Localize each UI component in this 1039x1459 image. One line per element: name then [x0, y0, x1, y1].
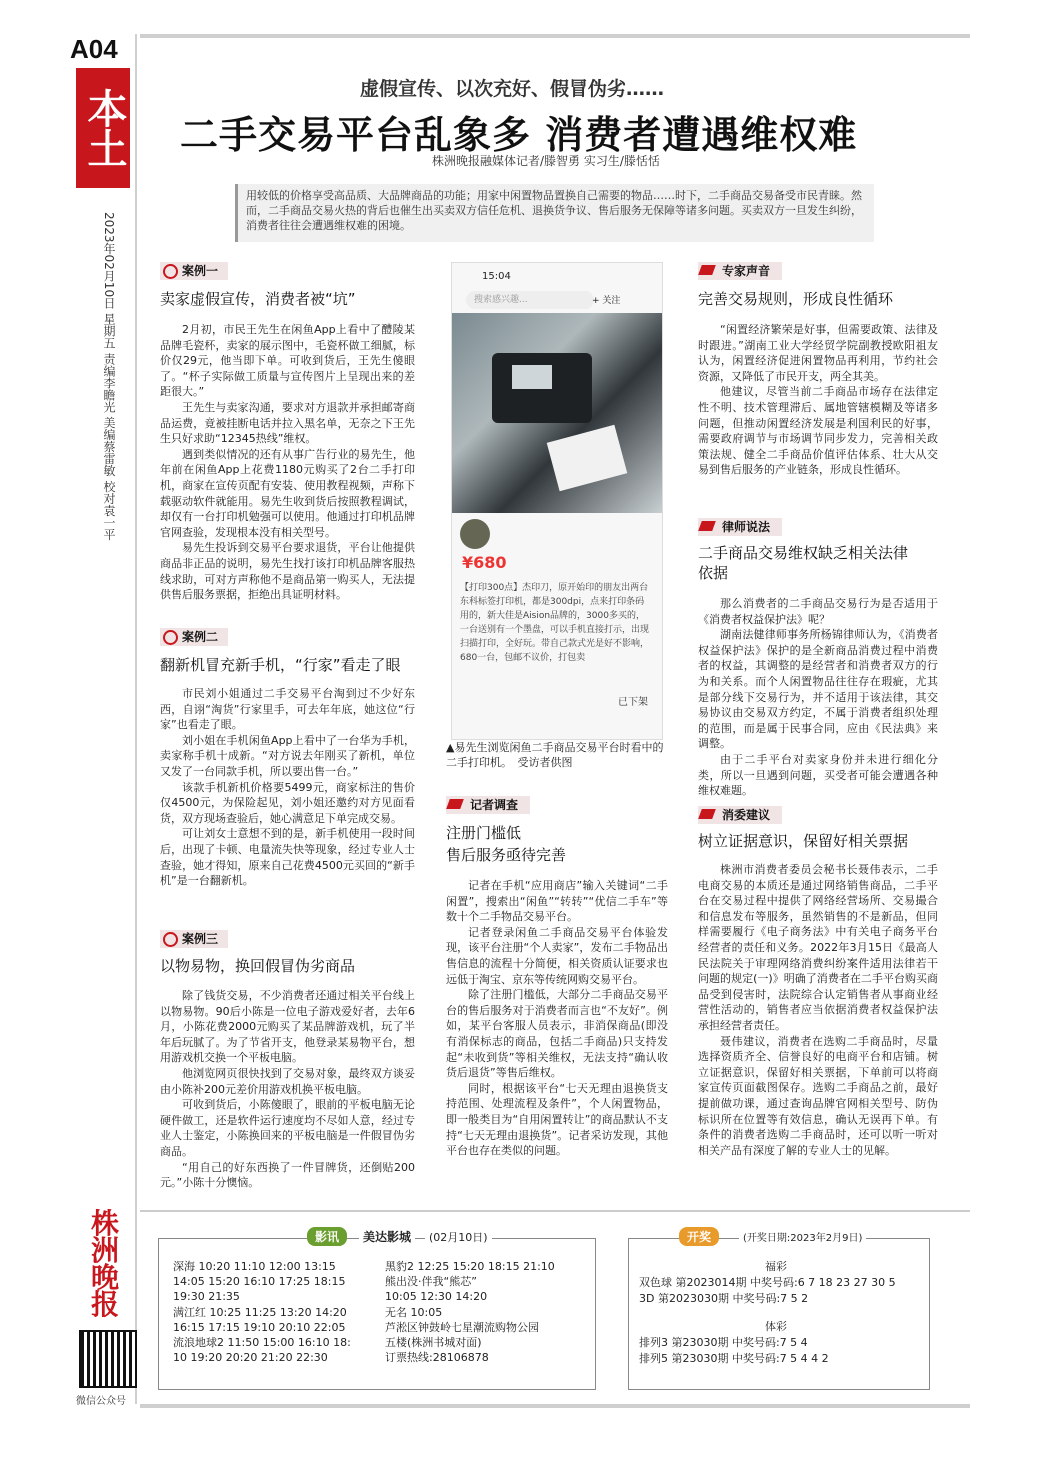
headline: 二手交易平台乱象多 消费者遭遇维权难 — [180, 113, 858, 157]
case3-body — [160, 988, 415, 1191]
cinema-name: 美达影城 — [359, 1228, 415, 1245]
section-label: 本土 — [76, 68, 130, 188]
status-bar: 15:04 — [482, 271, 511, 282]
film-line: 流浪地球2 11:50 15:00 16:10 18: — [173, 1336, 351, 1350]
expert-body — [698, 322, 938, 478]
lead-paragraph: 用较低的价格享受高品质、大品牌商品的功能；用家中闲置物品置换自己需要的物品……时下，二手商品交易备受市民青睐。然而，二手商品交易火热的背后也催生出买卖双方信任危机、退换货争议、售后服务无保障等诸多问题。买卖双方一旦发生纠纷，消费者往往会遭遇维权难的困境。 — [235, 184, 874, 242]
seller-avatar — [460, 519, 490, 549]
case1-body — [160, 322, 415, 603]
search-bar: 搜索感兴趣... — [466, 291, 594, 309]
paragraph: 遇到类似情况的还有从事广告行业的易先生，他年前在闲鱼App上花费1180元购买了2台二手打印机，商家在宣传页配有安装、使用教程视频，声称下载驱动软件就能用。易先生收到货后按照教程调试，却仅有一台打印机勉强可以使用。他通过打印机品牌官网查验，发现根本没有相关型号。 — [160, 447, 415, 539]
phone-screenshot-photo — [451, 262, 663, 740]
qr-label: 微信公众号 — [76, 1396, 126, 1407]
film-right-col — [385, 1259, 555, 1365]
lottery-badge: 开奖 — [679, 1227, 719, 1246]
paragraph: 除了钱货交易，不少消费者还通过相关平台线上以物易物。90后小陈是一位电子游戏爱好者，去年6月，小陈花费2000元购买了某品牌游戏机，玩了半年后玩腻了。为了节省开支，他登录某易物平台，想用游戏机交换一个平板电脑。 — [160, 989, 415, 1065]
paragraph: 由于二手平台对卖家身份并未进行细化分类，所以一旦遇到问题，买受者可能会遭遇各种维权难题。 — [698, 752, 938, 798]
paragraph: 刘小姐在手机闲鱼App上看中了一台华为手机，卖家称手机十成新。“对方说去年刚买了新机，单位又发了一台同款手机，所以要出售一台。” — [160, 733, 415, 778]
lawyer-title-2: 依据 — [698, 564, 729, 582]
listing-price: ¥680 — [462, 553, 507, 572]
film-line: 订票热线:28106878 — [385, 1351, 489, 1365]
paragraph: 聂伟建议，消费者在选购二手商品时，尽量选择资质齐全、信誉良好的电商平台和店铺。树立证据意识，保留好相关票据，下单前可以将商家宣传页面截图保存。选购二手商品之前，最好提前做功课，通过查询品牌官网相关型号、防伪标识所在位置等有效信息，确认无误再下单。有条件的消费者选购二手商品时，还可以听一听对相关产品有深度了解的专业人士的见解。 — [698, 1034, 938, 1157]
paragraph: 该款手机新机价格要5499元，商家标注的售价仅4500元，为保险起见，刘小姐还邀约对方见面看货，双方现场查验后，她心满意足下单完成交易。 — [160, 780, 415, 825]
reporter-title-2: 售后服务亟待完善 — [446, 846, 567, 864]
paragraph: 可收到货后，小陈傻眼了，眼前的平板电脑无论硬件做工，还是软件运行速度均不尽如人意，经过专业人士鉴定，小陈换回来的平板电脑是一件假冒伪劣商品。 — [160, 1098, 415, 1158]
paragraph: 那么消费者的二手商品交易行为是否适用于《消费者权益保护法》呢？ — [698, 597, 938, 626]
lottery-line: 排列5 第23030期 中奖号码:7 5 4 4 2 — [639, 1352, 829, 1365]
photo-caption: ▲易先生浏览闲鱼二手商品交易平台时看中的二手打印机。 受访者供图 — [446, 741, 664, 769]
lottery-line: 双色球 第2023014期 中奖号码:6 7 18 23 27 30 5 — [639, 1276, 896, 1289]
paragraph: 2月初，市民王先生在闲鱼App上看中了醴陵某品牌毛瓷杯，卖家的展示图中，毛瓷杯做工细腻，标价仅29元，他当即下单。可收到货后，王先生傻眼了。“杯子实际做工质量与宣传图片上呈现出来的差距很大。” — [160, 323, 415, 399]
lawyer-title-1: 二手商品交易维权缺乏相关法律 — [698, 544, 909, 562]
film-listing-box — [158, 1230, 596, 1390]
film-line: 深海 10:20 11:10 12:00 13:15 — [173, 1260, 336, 1273]
paragraph: 他浏览网页很快找到了交易对象，最终双方谈妥由小陈补200元差价用游戏机换平板电脑。 — [160, 1066, 415, 1096]
case2-title: 翻新机冒充新手机，“行家”看走了眼 — [160, 656, 401, 674]
ticai-label: 体彩 — [765, 1320, 787, 1333]
film-line: 满江红 10:25 11:25 13:20 14:20 — [173, 1305, 347, 1319]
film-badge: 影讯 — [307, 1227, 347, 1246]
paragraph: 可让刘女士意想不到的是，新手机使用一段时间后，出现了卡顿、电量流失快等现象，经过专业人士查验，她才得知，原来自己花费4500元买回的“新手机”是一台翻新机。 — [160, 827, 415, 888]
bottom-page-rule — [140, 1404, 970, 1408]
film-date: (02月10日) — [425, 1229, 492, 1245]
printer-image — [452, 313, 662, 513]
expert-tag: 专家声音 — [698, 262, 782, 280]
listing-text: 【打印300点】杰印刀，原开始印的朋友出两台东科标签打印机，都是300dpi，点来打印条码用的，新大佳是Aision品牌的，3000多买的，一台送别有一个墨盘，可以手机直接打示，出现扫描打印，全好玩。带自己款式光是好不影响，680一台，包邮不议价，打包卖 — [460, 583, 650, 663]
paragraph: 同时，根据该平台“七天无理由退换货支持范围、处理流程及条件”，个人闲置物品，即一般类目为“自用闲置转让”的商品默认不支持“七天无理由退换货”。记者采访发现，其他平台也存在类似的问题。 — [446, 1081, 668, 1158]
lawyer-tag: 律师说法 — [698, 518, 782, 536]
reporter-title-1: 注册门槛低 — [446, 824, 522, 842]
reporter-body — [446, 878, 668, 1159]
consumer-body — [698, 862, 938, 1158]
sold-label: 已下架 — [618, 697, 648, 708]
masthead-logo: 株洲晚报 — [90, 1207, 119, 1321]
film-line: 熊出没·伴我“熊芯” — [385, 1275, 477, 1289]
qr-code — [79, 1330, 137, 1388]
lottery-date: (开奖日期:2023年2月9日) — [739, 1229, 866, 1244]
paragraph: 除了注册门槛低，大部分二手商品交易平台的售后服务对于消费者而言也“不友好”。例如，某平台客服人员表示，非消保商品(即没有消保标志的商品，包括二手商品)只支持发起“未收到货”等相关维权，无法支持“确认收货后退货”等售后维权。 — [446, 988, 668, 1080]
lawyer-body — [698, 596, 938, 799]
follow-label: + 关注 — [592, 296, 621, 306]
bottom-rule — [140, 1210, 970, 1212]
case3-tag: 案例三 — [160, 930, 228, 948]
paragraph: 王先生与卖家沟通，要求对方退款并承担邮寄商品运费，竟被挂断电话并拉入黑名单，无奈之下王先生只好求助“12345热线”维权。 — [160, 400, 415, 446]
paragraph: 记者在手机“应用商店”输入关键词“二手闲置”，搜索出“闲鱼”“转转”“优信二手车”等数十个二手物品交易平台。 — [446, 879, 668, 924]
case2-tag: 案例二 — [160, 628, 228, 646]
case1-tag: 案例一 — [160, 262, 228, 280]
paragraph: 他建议，尽管当前二手商品市场存在法律定性不明、技术管理滞后、属地管辖模糊及等诸多问题，但推动闲置经济发展是利国利民的好事，需要政府调节与市场调节同步发力，完善相关政策法规、健全二手商品价值评估体系、壮大从交易到售后服务的产业链条，形成良性循环。 — [698, 385, 938, 477]
consumer-tag: 消委建议 — [698, 806, 782, 824]
film-line: 10 19:20 20:20 21:20 22:30 — [173, 1351, 328, 1365]
consumer-title: 树立证据意识，保留好相关票据 — [698, 832, 909, 850]
lottery-box — [628, 1230, 930, 1390]
lottery-line: 3D 第2023030期 中奖号码:7 5 2 — [639, 1292, 809, 1305]
lottery-line: 排列3 第23030期 中奖号码:7 5 4 — [639, 1336, 808, 1349]
case1-title: 卖家虚假宣传，消费者被“坑” — [160, 290, 356, 308]
reporter-tag: 记者调查 — [446, 796, 530, 814]
paragraph: “用自己的好东西换了一件冒牌货，还倒贴200元。”小陈十分懊恼。 — [160, 1160, 415, 1190]
film-line: 无名 10:05 — [385, 1305, 443, 1319]
paragraph: 易先生投诉到交易平台要求退货，平台让他提供商品非正品的说明，易先生找打该打印机品牌客服热线求助，可对方声称他不是商品第一购买人，无法提供售后服务票据，拒绝出具证明材料。 — [160, 541, 415, 602]
film-line: 芦淞区钟鼓岭七星潮流购物公园 — [385, 1320, 539, 1334]
fucai-label: 福彩 — [765, 1260, 787, 1273]
film-line: 19:30 21:35 — [173, 1290, 240, 1304]
sidebar-date: 2023年02月10日 星期五 责编李瞻光 美编蔡雷敏 校对袁一平 — [102, 212, 116, 541]
film-line: 黑豹2 12:25 15:20 18:15 21:10 — [385, 1260, 555, 1273]
paragraph: 湖南法健律师事务所杨锦律师认为，《消费者权益保护法》保护的是全新商品消费过程中消费者的权益，其调整的是经营者和消费者双方的行为和关系。而个人闲置物品往往存在瑕疵，尤其是部分线下交易行为，并不适用于该法律，其交易协议由交易双方约定，不属于消费者组织处理的范围，而是属于民事合同，应由《民法典》来调整。 — [698, 628, 938, 751]
case3-title: 以物易物，换回假冒伪劣商品 — [160, 957, 356, 975]
vertical-rule — [135, 34, 137, 1404]
byline: 株洲晚报融媒体记者/滕智勇 实习生/滕恬恬 — [432, 154, 660, 168]
paragraph: 记者登录闲鱼二手商品交易平台体验发现，该平台注册“个人卖家”，发布二手物品出售信息的流程十分简便，相关资质认证要求也远低于淘宝、京东等传统网购交易平台。 — [446, 925, 668, 986]
film-left-col — [173, 1259, 351, 1365]
film-line: 五楼(株洲书城对面) — [385, 1336, 482, 1350]
paragraph: 株洲市消费者委员会秘书长聂伟表示，二手电商交易的本质还是通过网络销售商品，二手平台在交易过程中提供了网络经营场所、交易撮合和信息发布等服务，虽然销售的不是新品，但同样需要履行《电子商务法》中有关电子商务平台经营者的责任和义务。2022年3月15日《最高人民法院关于审理网络消费纠纷案件适用法律若干问题的规定(一)》明确了消费者在二手平台购买商品受到侵害时，法院综合认定销售者从事商业经营性活动的，销售者应当依据消费者权益保护法承担经营者责任。 — [698, 863, 938, 1032]
kicker: 虚假宣传、以次充好、假冒伪劣…… — [360, 78, 665, 100]
case2-body — [160, 686, 415, 889]
page-number: A04 — [70, 34, 118, 64]
paragraph: “闲置经济繁荣是好事，但需要政策、法律及时跟进。”湖南工业大学经贸学院副教授欧阳祖友认为，闲置经济促进闲置物品再利用，节约社会资源，又降低了市民开支，两全其美。 — [698, 323, 938, 383]
film-line: 10:05 12:30 14:20 — [385, 1290, 488, 1304]
film-line: 14:05 15:20 16:10 17:25 18:15 — [173, 1275, 346, 1289]
expert-title: 完善交易规则，形成良性循环 — [698, 290, 894, 308]
film-line: 16:15 17:15 19:10 20:10 22:05 — [173, 1320, 346, 1334]
top-rule — [140, 34, 970, 38]
paragraph: 市民刘小姐通过二手交易平台淘到过不少好东西，自诩“淘货”行家里手，可去年年底，她这位“行家”也看走了眼。 — [160, 687, 415, 732]
